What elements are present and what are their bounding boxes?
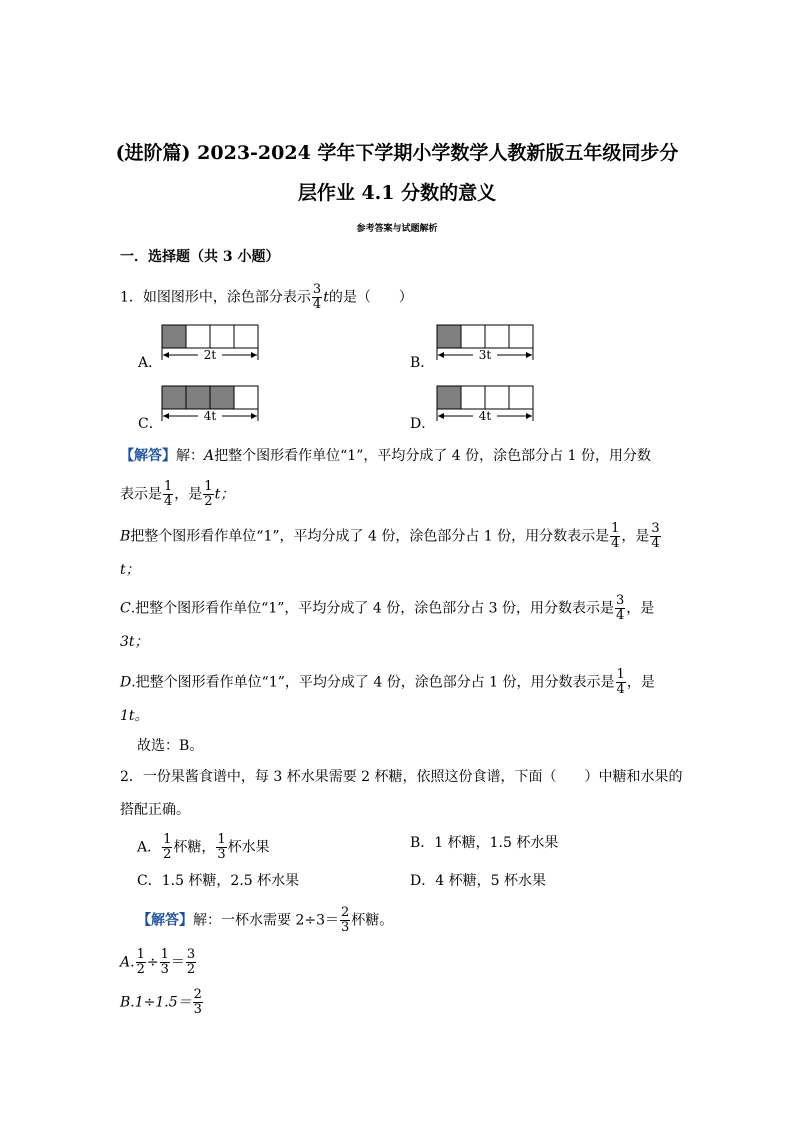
q1-option-c-label: C．	[138, 416, 163, 432]
fraction: $\frac{1}{2}$	[136, 947, 145, 977]
fraction: $\frac{3}{4}$	[616, 593, 625, 623]
q1-option-a-label: A．	[138, 355, 163, 371]
q1-answer-b: B把整个图形看作单位“1”，平均分成了 4 份，涂色部分占 1 份，用分数表示是 $\frac{1}{4}$ ，是 $\frac{3}{4}$	[120, 521, 660, 551]
q1-option-c-diagram	[162, 386, 258, 423]
arrow-head-icon	[251, 413, 257, 419]
q1-option-diagrams	[0, 0, 794, 440]
shaded-cell	[186, 386, 210, 409]
q1-option-b-diagram	[437, 325, 533, 362]
fraction: $\frac{3}{4}$	[651, 521, 660, 551]
fraction: $\frac{2}{3}$	[193, 987, 202, 1017]
q1-answer-c-end: 3t；	[120, 634, 149, 650]
q2-calc-b: B.1÷1.5＝ $\frac{2}{3}$	[120, 987, 202, 1017]
arrow-head-icon	[251, 352, 257, 358]
q1-answer-b-end: t；	[120, 562, 140, 578]
arrow-head-icon	[438, 413, 444, 419]
q1-stem-var: t	[323, 289, 329, 306]
doc-title-line1: (进阶篇) 2023-2024 学年下学期小学数学人教新版五年级同步分	[115, 142, 679, 164]
q1-option-b-label: B．	[410, 355, 435, 371]
empty-cell	[234, 325, 258, 348]
fraction: $\frac{1}{3}$	[160, 947, 169, 977]
empty-cell	[485, 325, 509, 348]
fraction: $\frac{1}{2}$	[204, 479, 213, 509]
measure-label: 3t	[478, 348, 492, 362]
measure-label: 2t	[203, 348, 217, 362]
q1-answer-d: D.把整个图形看作单位“1”，平均分成了 4 份，涂色部分占 1 份，用分数表示是 $\frac{1}{4}$ ，是	[120, 667, 655, 697]
shaded-cell	[162, 325, 186, 348]
q1-stem-before: 1．如图图形中，涂色部分表示	[120, 289, 311, 306]
q1-stem-after: 的是（ ）	[328, 289, 413, 306]
empty-cell	[234, 386, 258, 409]
empty-cell	[485, 386, 509, 409]
fraction: $\frac{1}{3}$	[217, 832, 226, 862]
measure-label: 4t	[478, 409, 492, 423]
q2-answer: 【解答】解：一杯水需要 2÷3＝ $\frac{2}{3}$ 杯糖。	[137, 905, 394, 935]
empty-cell	[509, 386, 533, 409]
fraction: $\frac{1}{4}$	[611, 521, 620, 551]
q1-answer-line1: 【解答】解：A把整个图形看作单位“1”，平均分成了 4 份，涂色部分占 1 份，用分数	[120, 448, 651, 464]
q2-option-a: A． $\frac{1}{2}$ 杯糖， $\frac{1}{3}$ 杯水果	[137, 832, 270, 862]
fraction: $\frac{1}{4}$	[616, 667, 625, 697]
shaded-cell	[210, 386, 234, 409]
q1-option-d-diagram	[437, 386, 533, 423]
fraction: $\frac{1}{4}$	[164, 479, 173, 509]
answer-tag: 【解答】	[137, 912, 193, 929]
arrow-head-icon	[526, 352, 532, 358]
shaded-cell	[437, 325, 461, 348]
q2-option-d: D．4 杯糖，5 杯水果	[410, 873, 546, 889]
q2-option-c: C．1.5 杯糖，2.5 杯水果	[137, 873, 300, 889]
q2-calc-a: A. $\frac{1}{2}$ ÷ $\frac{1}{3}$ ＝ $\frac{3}{2}$	[120, 947, 196, 977]
q1-answer-c: C.把整个图形看作单位“1”，平均分成了 4 份，涂色部分占 3 份，用分数表示是 $\frac{3}{4}$ ，是	[120, 593, 655, 623]
q1-answer-d-end: 1t。	[120, 708, 149, 724]
doc-subtitle: 参考答案与试题解析	[356, 224, 438, 234]
q1-answer-line2: 表示是 $\frac{1}{4}$ ，是 $\frac{1}{2}$ t；	[120, 479, 235, 509]
q1-option-a-diagram	[162, 325, 258, 362]
arrow-head-icon	[163, 413, 169, 419]
fraction: $\frac{2}{3}$	[341, 905, 350, 935]
q2-stem-line1: 2．一份果酱食谱中，每 3 杯水果需要 2 杯糖，依照这份食谱，下面（ ）中糖和水果的	[120, 769, 683, 785]
arrow-head-icon	[163, 352, 169, 358]
q1-conclusion: 故选：B。	[137, 738, 204, 754]
answer-tag: 【解答】	[120, 448, 176, 464]
q2-option-b: B．1 杯糖，1.5 杯水果	[410, 835, 559, 851]
fraction: $\frac{3}{4}$	[312, 282, 322, 312]
shaded-cell	[162, 386, 186, 409]
shaded-cell	[437, 386, 461, 409]
measure-label: 4t	[203, 409, 217, 423]
empty-cell	[461, 386, 485, 409]
q1-option-d-label: D．	[410, 416, 436, 432]
empty-cell	[186, 325, 210, 348]
arrow-head-icon	[526, 413, 532, 419]
fraction: $\frac{3}{2}$	[186, 947, 196, 977]
q2-stem-line2: 搭配正确。	[120, 802, 190, 818]
empty-cell	[509, 325, 533, 348]
empty-cell	[210, 325, 234, 348]
doc-title-line2: 层作业 4.1 分数的意义	[297, 182, 497, 204]
empty-cell	[461, 325, 485, 348]
fraction: $\frac{1}{2}$	[163, 832, 172, 862]
section-heading: 一．选择题（共 3 小题）	[120, 249, 280, 265]
arrow-head-icon	[438, 352, 444, 358]
